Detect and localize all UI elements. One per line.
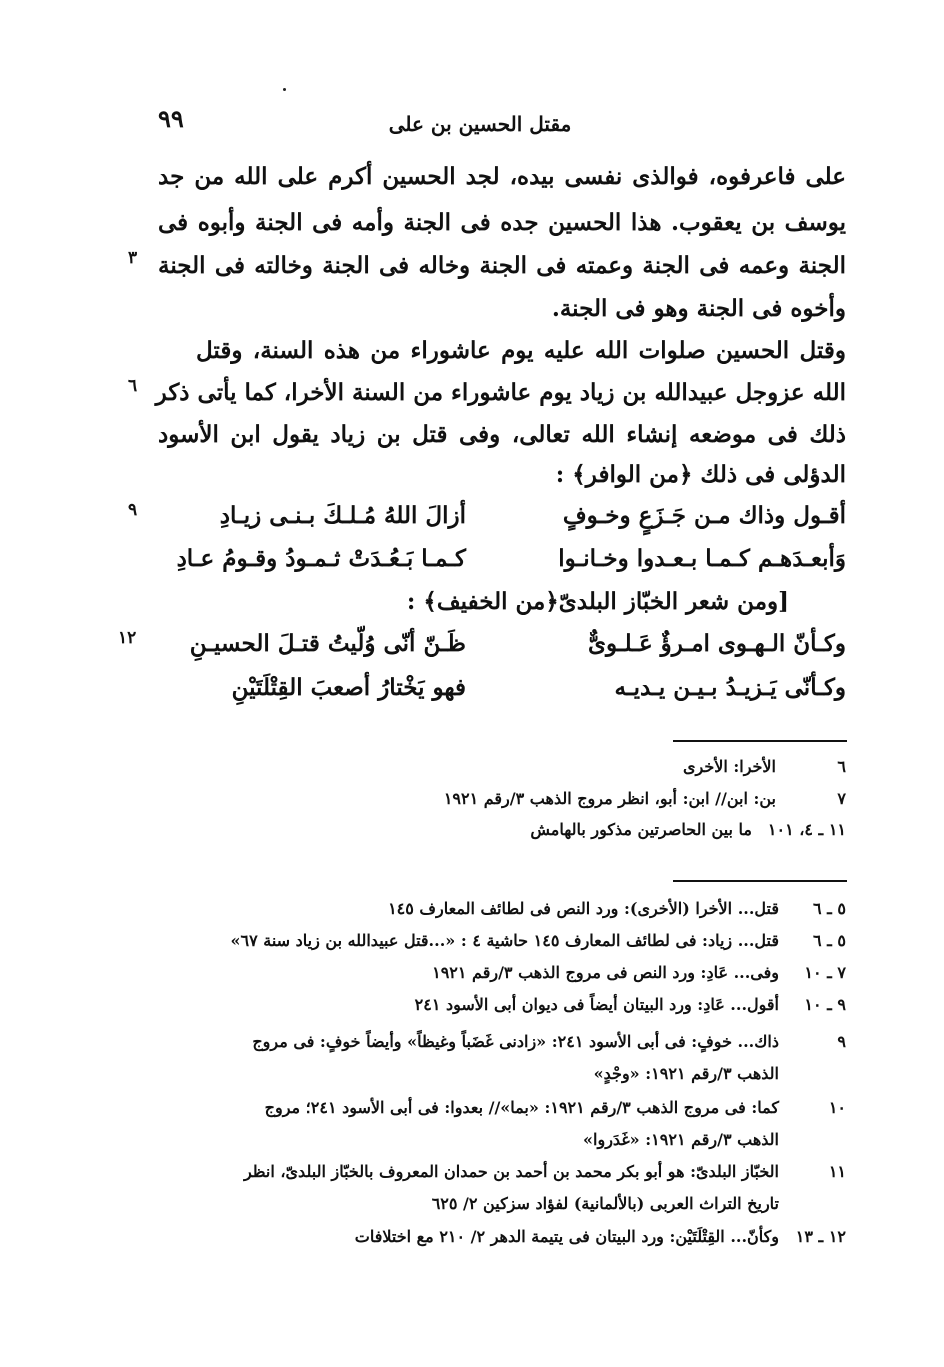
- verse-second-hemistich: فهو يَخْتارُ أصعبَ القِتْلَتَيْنِ: [231, 674, 466, 701]
- verse-second-hemistich: كـمـا بَـعُـدَتْ ثـمـودُ وقـومُ عـادِ: [176, 545, 466, 572]
- footnote-number: ١١: [828, 1162, 846, 1181]
- footnote-number: ٧ ـ ١٠: [804, 963, 846, 982]
- ink-speck: [283, 88, 286, 91]
- footnote-text: وكأنّ... القِتْلَتَيْن: ورد البيتان فى يتيمة الدهر ٢/ ٢١٠ مع اختلافات: [354, 1227, 779, 1246]
- footnote-number: ٧: [837, 789, 846, 808]
- footnote-text: بن: ابن// ابن: أبو، انظر مروج الذهب ٣/رقم ١٩٢١: [443, 789, 776, 808]
- footnote-text: الذهب ٣/رقم ١٩٢١: «وجْدٍ»: [593, 1064, 779, 1083]
- verse-first-hemistich: أقـول وذاك مـن جَـزَعٍ وخـوفٍ: [562, 502, 846, 529]
- line-marker: ١٢: [118, 628, 137, 648]
- footnote-rule: [673, 880, 847, 882]
- footnote-text: قتل... الأخرا (الأخرى): ورد النص فى لطائف المعارف ١٤٥: [388, 899, 779, 918]
- body-line: وأخوه فى الجنة وهو فى الجنة.: [551, 295, 846, 322]
- footnote-text: وفى... عَادِ: ورد النص فى مروج الذهب ٣/رقم ١٩٢١: [432, 963, 779, 982]
- verse-second-hemistich: أزالَ اللهُ مُـلـكَ بـنـى زيـادِ: [219, 502, 466, 529]
- footnote-number: ١٠: [828, 1098, 846, 1117]
- footnote-number: ٩: [837, 1032, 846, 1051]
- line-marker: ٩: [128, 500, 138, 520]
- footnote-text: ما بين الحاصرتين مذكور بالهامش: [530, 820, 752, 839]
- footnote-text: كما: فى مروج الذهب ٣/رقم ١٩٢١: «بما»// بعدوا: فى أبى الأسود ٢٤١؛ مروج: [264, 1098, 779, 1117]
- footnote-number: ٥ ـ ٦: [812, 931, 846, 950]
- footnote-number: ١١ ـ ٤، ١٠١: [767, 820, 846, 839]
- footnote-text: ذاك... خوفٍ: فى أبى الأسود ٢٤١: «زادنى غَضَباً وغيظاً» وأيضاً خوفٍ: فى مروج: [252, 1032, 779, 1051]
- verse-first-hemistich: وكـأنّ الـهـوى امـرؤٌ عَـلـوىٌّ: [587, 630, 846, 657]
- body-line: على فاعرفوه، فوالذى نفسى بيده، لجد الحسين أكرم على الله من جد: [158, 163, 846, 190]
- body-line: الله عزوجل عبيدالله بن زياد يوم عاشوراء من السنة الأخرا، كما يأتى ذكر: [155, 379, 846, 406]
- verse-first-hemistich: وَأبعـدَهـم كـمـا بـعـدوا وخـانـوا: [558, 545, 846, 572]
- footnote-rule: [673, 740, 847, 742]
- footnote-text: تاريخ التراث العربى (بالألمانية) لفؤاد سزكين ٢/ ٦٢٥: [431, 1194, 779, 1213]
- body-line: ذلك فى موضعه إنشاء الله تعالى، وفى قتل بن زياد يقول ابن الأسود: [158, 421, 846, 448]
- footnote-number: ٦: [837, 757, 846, 776]
- poem-intro: [ومن شعر الخبّاز البلدىّ﴿من الخفيف﴾ :: [406, 588, 789, 615]
- footnote-number: ٩ ـ ١٠: [804, 995, 846, 1014]
- page-number: ٩٩: [158, 104, 184, 133]
- footnote-text: الذهب ٣/رقم ١٩٢١: «غَدَروا»: [583, 1130, 779, 1149]
- footnote-text: الخبّاز البلدىّ: هو أبو بكر محمد بن أحمد بن حمدان المعروف بالخبّاز البلدىّ، انظر: [243, 1162, 779, 1181]
- body-line: الجنة وعمه فى الجنة وعمته فى الجنة وخاله فى الجنة وخالته فى الجنة: [158, 252, 846, 279]
- line-marker: ٦: [128, 376, 138, 396]
- running-title: مقتل الحسين بن على: [388, 112, 572, 136]
- body-line: الدؤلى فى ذلك ﴿من الوافر﴾ :: [555, 461, 846, 488]
- footnote-text: أقول... عَادِ: ورد البيتان أيضاً فى ديوان أبى الأسود ٢٤١: [414, 995, 779, 1014]
- footnote-text: الأخرا: الأخرى: [682, 757, 776, 776]
- verse-second-hemistich: ظَـنّ أنّى وُلّيتُ قتـلَ الحسيـنِ: [189, 630, 466, 657]
- line-marker: ٣: [128, 248, 138, 268]
- footnote-number: ١٢ ـ ١٣: [795, 1227, 846, 1246]
- footnote-number: ٥ ـ ٦: [812, 899, 846, 918]
- footnote-text: قتل... زياد: فى لطائف المعارف ١٤٥ حاشية ٤ : «...قتل عبيدالله بن زياد سنة ٦٧»: [230, 931, 779, 950]
- body-line: يوسف بن يعقوب. هذا الحسين جده فى الجنة وأمه فى الجنة وأبوه فى: [158, 209, 846, 236]
- verse-first-hemistich: وكـأنّى يَـزيـدُ بـيـن يـديـه: [614, 674, 846, 701]
- body-line: وقتل الحسين صلوات الله عليه يوم عاشوراء من هذه السنة، وقتل: [196, 337, 846, 364]
